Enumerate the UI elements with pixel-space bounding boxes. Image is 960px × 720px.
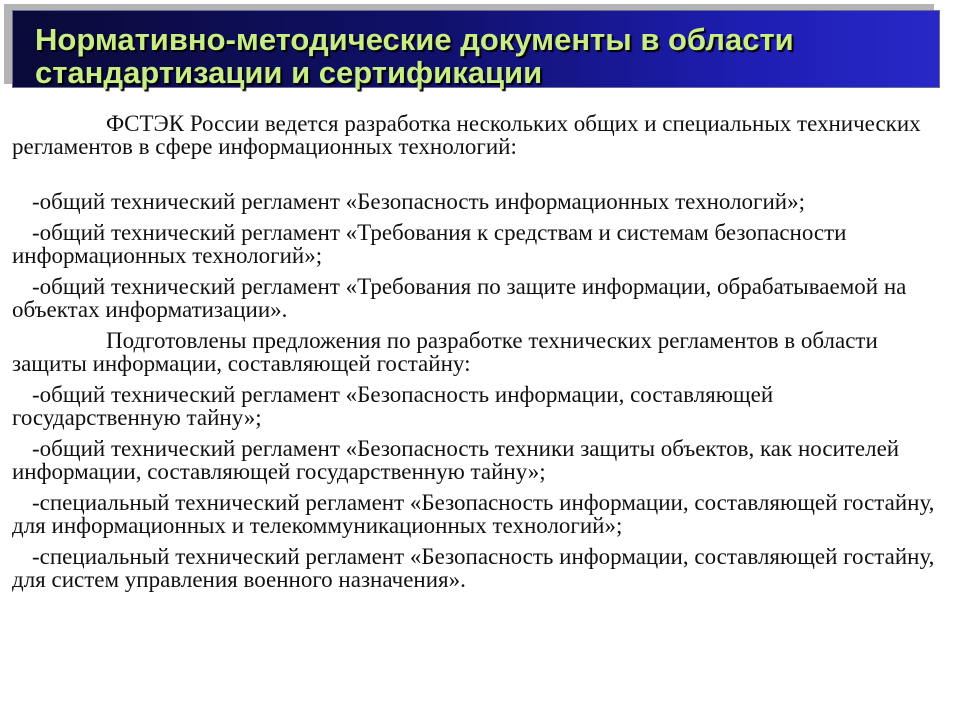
list-item: -общий технический регламент «Требования к средствам и системам безопасности информационных технологий»; bbox=[12, 220, 847, 268]
list-item: -общий технический регламент «Безопасность техники защиты объектов, как носителей информации, составляющей государственную тайну»; bbox=[12, 436, 900, 484]
slide-title-line-2: стандартизации и сертификации bbox=[35, 55, 543, 90]
slide-title bbox=[35, 23, 935, 89]
second-intro-paragraph: Подготовлены предложения по разработке технических регламентов в области защиты информации, составляющей гостайну: bbox=[12, 328, 878, 376]
list-item: -специальный технический регламент «Безопасность информации, составляющей гостайну, для информационных и телекоммуникационных технологий»; bbox=[12, 490, 935, 538]
slide-title-line-1: Нормативно-методические документы в области bbox=[35, 22, 794, 57]
title-bar bbox=[12, 10, 940, 88]
list-item: -общий технический регламент «Требования по защите информации, обрабатываемой на объектах информатизации». bbox=[12, 274, 907, 322]
list-item: -общий технический регламент «Безопасность информации, составляющей государственную тайну»; bbox=[12, 382, 774, 430]
list-item: -специальный технический регламент «Безопасность информации, составляющей гостайну, для систем управления военного назначения». bbox=[12, 544, 935, 592]
slide-body bbox=[12, 112, 942, 591]
list-item: -общий технический регламент «Безопасность информационных технологий»; bbox=[32, 189, 805, 214]
intro-paragraph: ФСТЭК России ведется разработка нескольких общих и специальных технических регламентов в сфере информационных технологий: bbox=[12, 111, 921, 159]
